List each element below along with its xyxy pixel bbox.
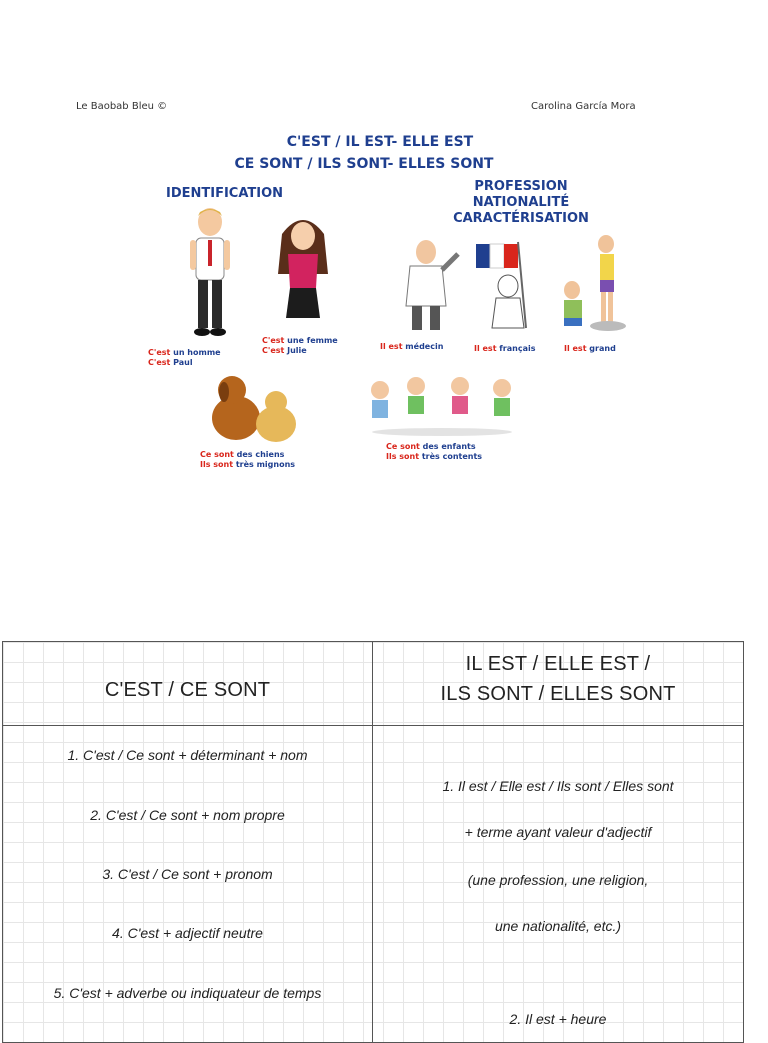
caption-medecin: Il est médecin — [380, 342, 444, 351]
right-rule-2: 2. Il est + heure — [509, 1011, 607, 1027]
left-rule-4: 4. C'est + adjectif neutre — [112, 925, 263, 941]
profession-line: PROFESSION — [474, 179, 568, 194]
characterization-line: CARACTÉRISATION — [453, 211, 589, 226]
header-row-divider — [3, 725, 743, 726]
poster-title-line2: CE SONT / ILS SONT- ELLES SONT — [234, 156, 494, 172]
identification-heading: IDENTIFICATION — [166, 186, 284, 201]
doctor-illustration — [396, 238, 466, 334]
caption-grand: Il est grand — [564, 344, 616, 353]
man-illustration — [180, 206, 240, 346]
tall-person-illustration — [556, 234, 632, 334]
caption-femme: C'est une femme C'est Julie — [262, 336, 338, 355]
children-illustration — [364, 374, 520, 438]
usage-rules-table — [2, 641, 744, 1043]
caption-homme: C'est un homme C'est Paul — [148, 348, 221, 367]
right-rule-1-line4: une nationalité, etc.) — [494, 918, 622, 934]
dogs-illustration — [206, 372, 306, 446]
poster-title-line1: C'EST / IL EST- ELLE EST — [286, 134, 474, 150]
header-right-author: Carolina García Mora — [531, 101, 636, 112]
woman-illustration — [272, 214, 334, 324]
right-rule-1-line2: + terme ayant valeur d'adjectif — [464, 824, 652, 840]
caption-francais: Il est français — [474, 344, 536, 353]
header-left-credit: Le Baobab Bleu © — [76, 101, 168, 112]
right-rule-1-line3: (une profession, une religion, — [467, 872, 649, 888]
column-header-il-est: IL EST / ELLE EST / ILS SONT / ELLES SONT — [440, 653, 676, 705]
left-rule-3: 3. C'est / Ce sont + pronom — [102, 866, 273, 882]
profession-heading — [436, 179, 606, 227]
grammar-poster — [140, 130, 640, 480]
left-rule-5: 5. C'est + adverbe ou indiquateur de temps — [53, 985, 322, 1001]
french-person-illustration — [474, 238, 544, 334]
caption-enfants: Ce sont des enfants Ils sont très contents — [386, 442, 483, 461]
nationality-line: NATIONALITÉ — [472, 195, 570, 210]
left-rule-2: 2. C'est / Ce sont + nom propre — [90, 807, 285, 823]
right-rule-1: 1. Il est / Elle est / Ils sont / Elles sont — [442, 778, 674, 794]
column-header-cest: C'EST / CE SONT — [104, 679, 271, 701]
left-rule-1: 1. C'est / Ce sont + déterminant + nom — [67, 747, 308, 763]
caption-chiens: Ce sont des chiens Ils sont très mignons — [200, 450, 296, 469]
